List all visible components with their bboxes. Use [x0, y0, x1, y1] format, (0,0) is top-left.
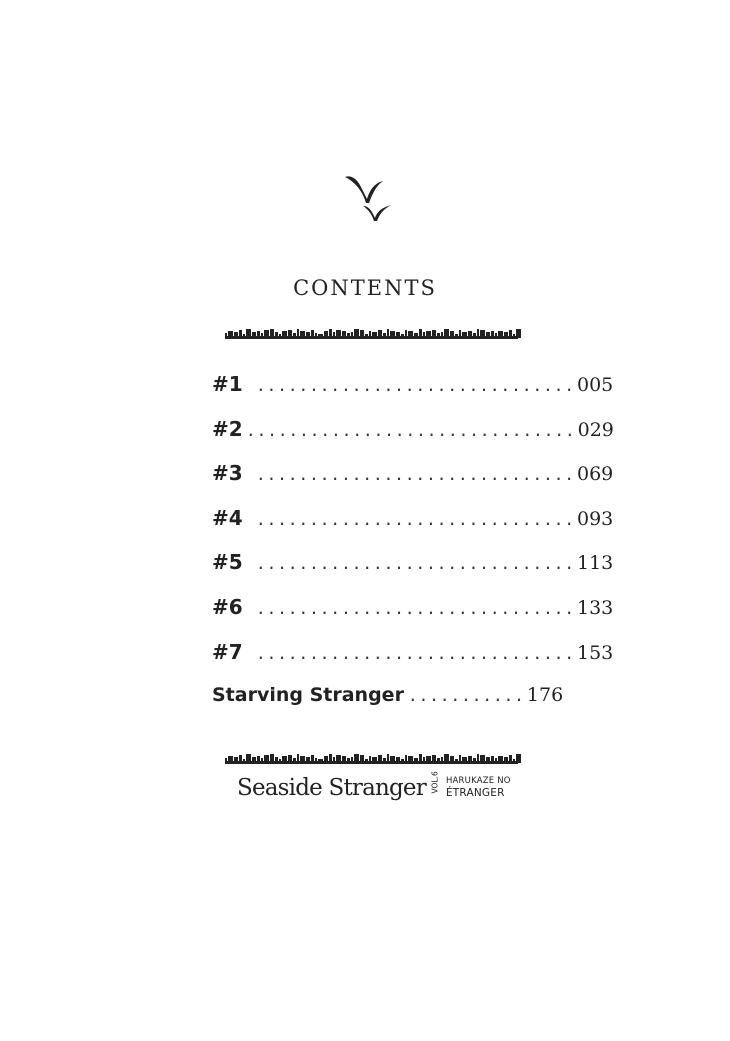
divider-base — [225, 761, 518, 764]
toc-entry-leader: ........... — [407, 686, 525, 706]
toc-entry[interactable] — [212, 461, 614, 506]
toc-entry-label: #1 — [212, 372, 243, 396]
toc-entry-page: 093 — [576, 507, 614, 530]
toc-entry-leader: .............................. — [256, 598, 575, 618]
wave-divider-icon — [225, 326, 518, 340]
toc-entry[interactable] — [212, 594, 614, 640]
toc-entry-page: 176 — [526, 684, 564, 707]
logo-volume: VOL.6 — [430, 770, 440, 793]
toc-entry-label: #6 — [212, 594, 243, 619]
toc-entry-page: 153 — [576, 641, 614, 664]
toc-entry-label: #4 — [212, 505, 243, 530]
toc-entry-label: Starving Stranger — [212, 684, 404, 707]
toc-entry-label: #5 — [212, 550, 243, 575]
toc-entry-leader: .............................. — [256, 376, 575, 395]
toc-entry[interactable] — [212, 416, 614, 462]
toc-entry-leader: .............................. — [256, 509, 575, 529]
birds-icon — [337, 165, 401, 225]
toc-entry-leader: ............................... — [246, 420, 576, 440]
toc-entry-page: 133 — [576, 596, 614, 619]
logo-subtitle-line-2: ÉTRANGER — [445, 786, 505, 799]
toc-entry-page: 005 — [576, 374, 614, 396]
page-title: CONTENTS — [293, 276, 437, 300]
toc-entry-label: #2 — [212, 416, 243, 441]
toc-entry[interactable] — [212, 505, 614, 551]
logo-subtitle — [446, 777, 511, 799]
large-bird-icon — [345, 176, 383, 203]
toc-entry-leader: .............................. — [256, 554, 575, 574]
wave-divider-icon — [225, 751, 518, 765]
toc-entry-label: #7 — [212, 639, 243, 664]
toc-entry-leader: .............................. — [256, 465, 575, 485]
small-bird-icon — [363, 205, 391, 221]
divider-base — [225, 336, 518, 339]
toc-entry-page: 069 — [576, 463, 614, 486]
logo-title: Seaside Stranger — [237, 775, 426, 801]
toc-entry-page: 113 — [576, 552, 614, 575]
toc-entry[interactable] — [212, 372, 614, 417]
toc-entry-page: 029 — [577, 418, 614, 441]
toc-entry[interactable] — [212, 684, 564, 729]
logo-subtitle-line-1: HARUKAZE NO — [445, 776, 511, 787]
series-logo — [237, 771, 511, 805]
toc-entry-leader: .............................. — [256, 643, 575, 663]
table-of-contents — [212, 372, 614, 729]
toc-entry[interactable] — [212, 550, 614, 595]
toc-entry-label: #3 — [212, 461, 243, 486]
toc-entry[interactable] — [212, 639, 614, 685]
